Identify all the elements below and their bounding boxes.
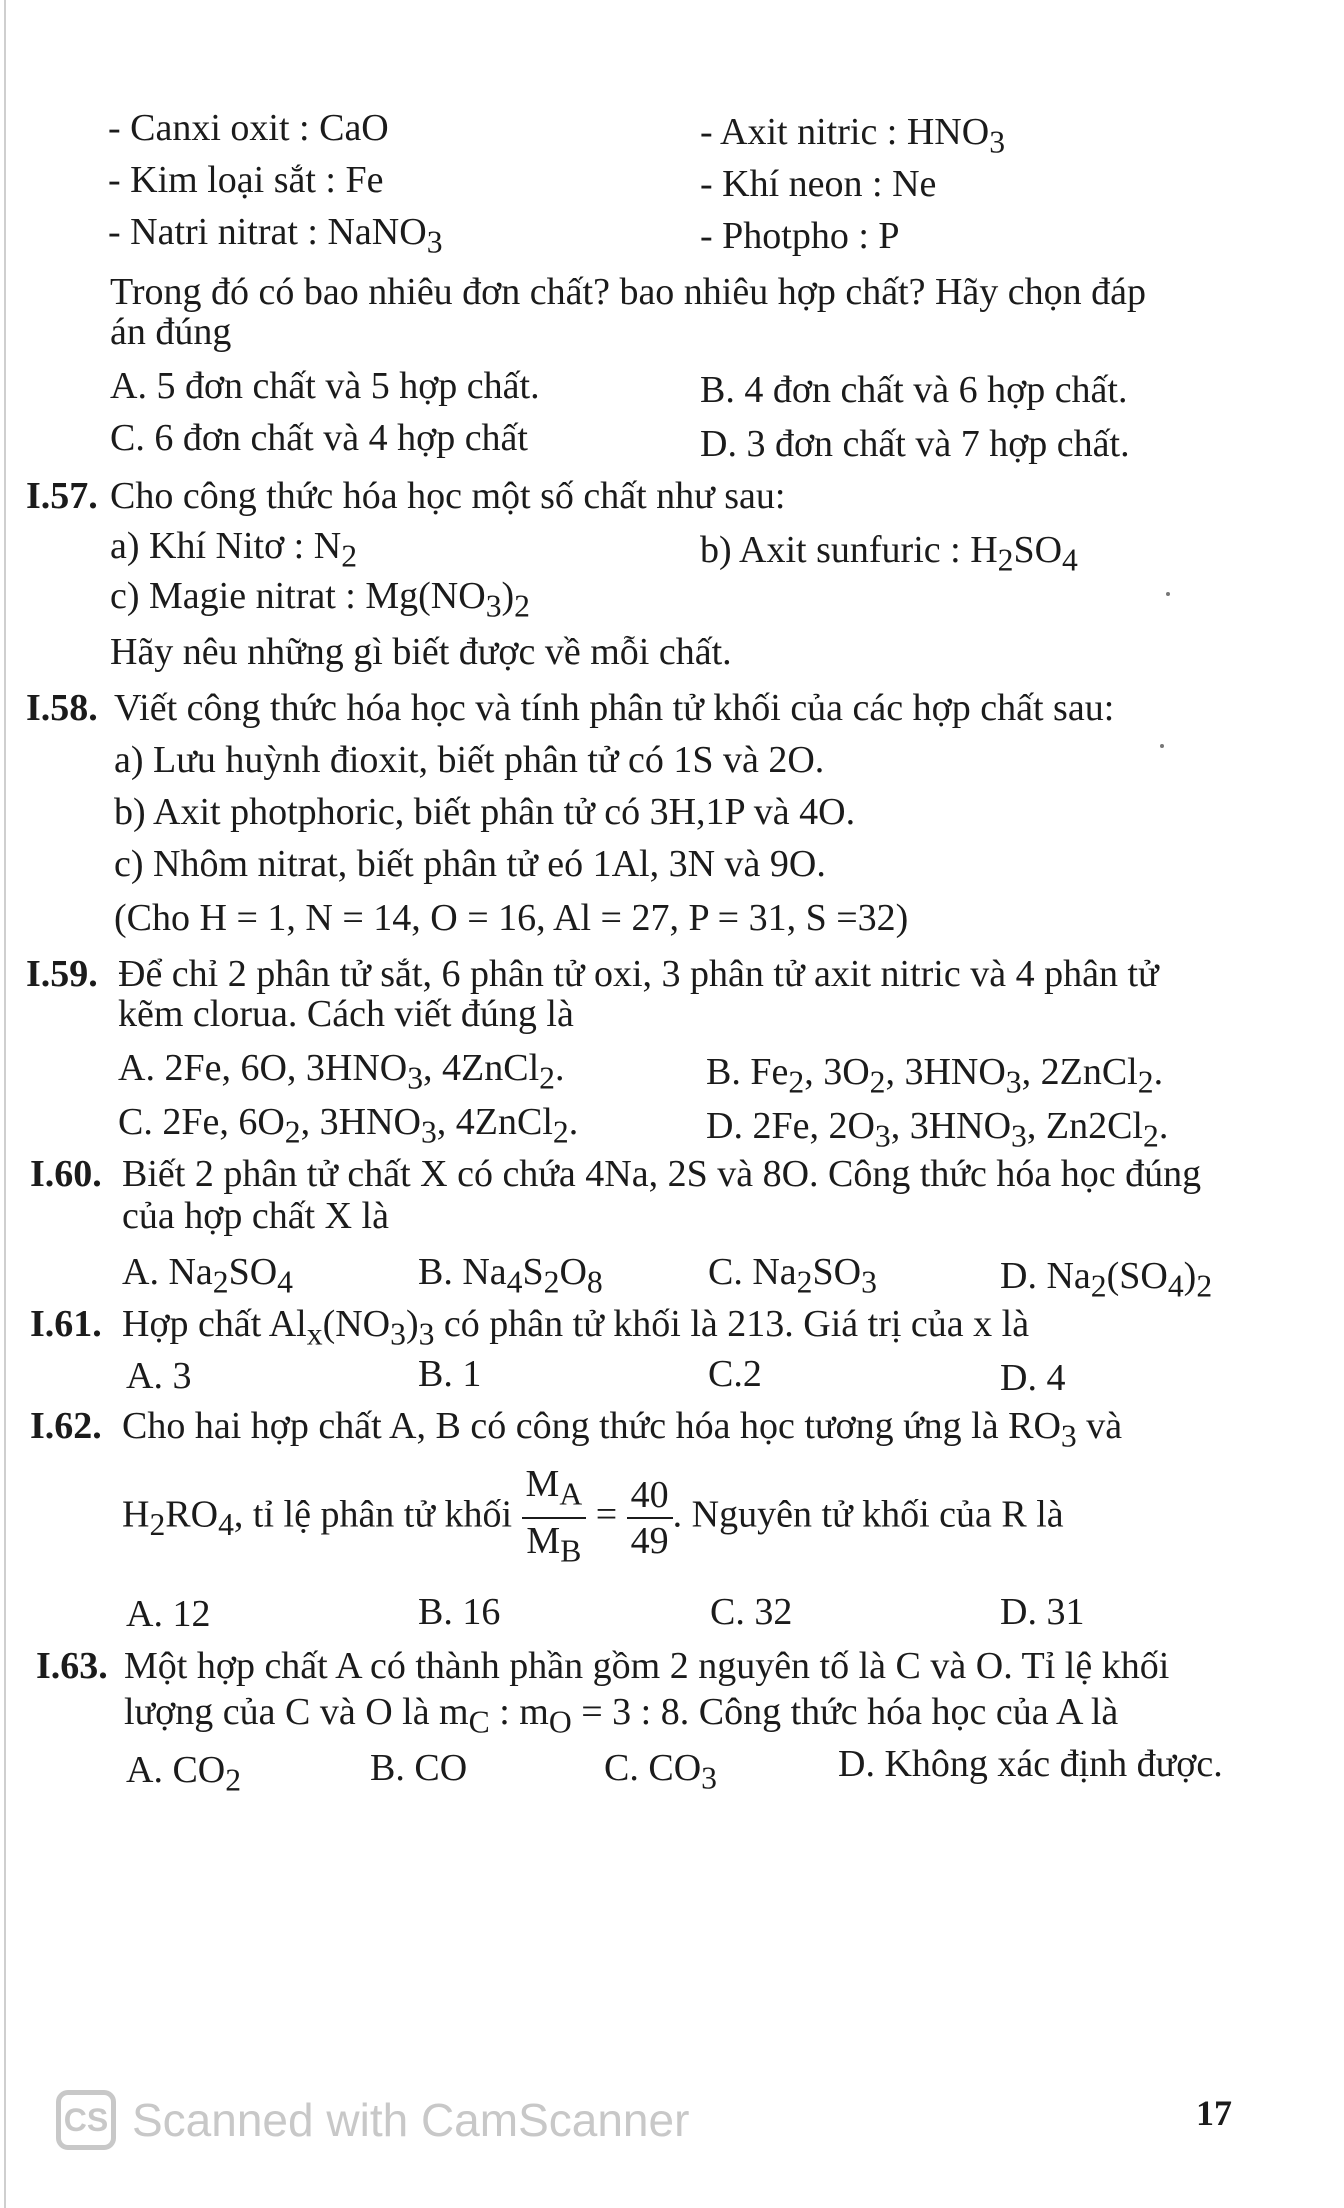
- q57-number: I.57.: [26, 475, 98, 517]
- intro-option-b: B. 4 đơn chất và 6 hợp chất.: [700, 369, 1128, 411]
- q59-stem-line-1: Để chỉ 2 phân tử sắt, 6 phân tử oxi, 3 phân tử axit nitric và 4 phân tử: [118, 953, 1159, 995]
- q58-item-a: a) Lưu huỳnh đioxit, biết phân tử có 1S và 2O.: [114, 739, 825, 781]
- q60-stem-line-1: Biết 2 phân tử chất X có chứa 4Na, 2S và 8O. Công thức hóa học đúng: [122, 1153, 1202, 1195]
- q62-option-a: A. 12: [126, 1593, 211, 1635]
- q59-option-d: D. 2Fe, $2O_3$, $3HNO_3$, $Zn2Cl_2$.: [706, 1105, 1169, 1154]
- q61-option-b: B. 1: [418, 1353, 482, 1395]
- camscanner-watermark: [56, 2082, 689, 2158]
- q57-item-c: c) Magie nitrat : $Mg(NO_3)_2$: [110, 575, 530, 624]
- intro-question-line-1: Trong đó có bao nhiêu đơn chất? bao nhiêu hợp chất? Hãy chọn đáp: [110, 271, 1147, 313]
- q59-option-b: B. $Fe_2$, $3O_2$, $3HNO_3$, 2ZnCl$_2$.: [706, 1051, 1164, 1100]
- q57-ask: Hãy nêu những gì biết được về mỗi chất.: [110, 631, 732, 673]
- q62-option-b: B. 16: [418, 1591, 501, 1633]
- q63-stem-line-1: Một hợp chất A có thành phần gồm 2 nguyên tố là C và O. Tỉ lệ khối: [124, 1645, 1170, 1687]
- ratio-fraction-right: $\frac{40}{49}$: [627, 1473, 673, 1563]
- q63-stem-line-2: lượng của C và O là $m_C$ : $m_O = 3$ : 8. Công thức hóa học của A là: [124, 1691, 1119, 1740]
- watermark-text: Scanned with CamScanner: [132, 2094, 690, 2146]
- q60-option-b: B. $Na_4S_2O_8$: [418, 1251, 603, 1300]
- q62-option-c: C. 32: [710, 1591, 793, 1633]
- intro-item-left-3: - Natri nitrat : NaNO$_3$: [108, 211, 443, 260]
- q59-stem-line-2: kẽm clorua. Cách viết đúng là: [118, 993, 574, 1035]
- q57-item-b: b) Axit sunfuric : $H_2SO_4$: [700, 529, 1078, 578]
- q63-number: I.63.: [36, 1645, 108, 1687]
- intro-option-d: D. 3 đơn chất và 7 hợp chất.: [700, 423, 1130, 465]
- q58-item-c: c) Nhôm nitrat, biết phân tử eó 1Al, 3N và 9O.: [114, 843, 826, 885]
- q63-option-b: B. CO: [370, 1747, 468, 1789]
- q61-stem: Hợp chất $Al_x(NO_3)_3$ có phân tử khối là 213. Giá trị của x là: [122, 1303, 1030, 1352]
- intro-item-right-3: - Photpho : P: [700, 215, 900, 257]
- scan-edge: [4, 0, 6, 2208]
- q59-option-a: A. 2Fe, 6O, $3HNO_3$, 4ZnCl$_2$.: [118, 1047, 565, 1096]
- ratio-fraction-left: $\frac{M_A}{M_B}$: [522, 1462, 587, 1573]
- q60-option-d: D. $Na_2(SO_4)_2$: [1000, 1255, 1213, 1304]
- q60-option-c: C. $Na_2SO_3$: [708, 1251, 877, 1300]
- q61-number: I.61.: [30, 1303, 102, 1345]
- q62-stem-line-2: $H_2RO_4$, tỉ lệ phân tử khối $\frac{M_A}{M_B}$ = $\frac{40}{49}$ . Nguyên tử khối của R là: [122, 1462, 1064, 1573]
- q60-number: I.60.: [30, 1153, 102, 1195]
- q57-item-a: a) Khí Nitơ : $N_2$: [110, 525, 358, 574]
- q61-option-c: C.2: [708, 1353, 762, 1395]
- intro-item-left-1: - Canxi oxit : CaO: [108, 107, 389, 149]
- scan-speck: [1166, 592, 1170, 596]
- q60-option-a: A. $Na_2SO_4$: [122, 1251, 293, 1300]
- q58-item-b: b) Axit photphoric, biết phân tử có 3H,1P và 4O.: [114, 791, 856, 833]
- q57-stem: Cho công thức hóa học một số chất như sau:: [110, 475, 786, 517]
- intro-option-c: C. 6 đơn chất và 4 hợp chất: [110, 417, 528, 459]
- q62-option-d: D. 31: [1000, 1591, 1085, 1633]
- intro-question-line-2: án đúng: [110, 311, 232, 353]
- intro-item-left-2: - Kim loại sắt : Fe: [108, 159, 384, 201]
- intro-option-a: A. 5 đơn chất và 5 hợp chất.: [110, 365, 540, 407]
- q59-number: I.59.: [26, 953, 98, 995]
- q58-number: I.58.: [26, 687, 98, 729]
- scan-speck: [1160, 744, 1164, 748]
- q61-option-d: D. 4: [1000, 1357, 1066, 1399]
- q62-number: I.62.: [30, 1405, 102, 1447]
- intro-item-right-1: - Axit nitric : $HNO_3$: [700, 111, 1006, 160]
- q63-option-c: C. $CO_3$: [604, 1747, 717, 1796]
- q58-given-values: (Cho H = 1, N = 14, O = 16, Al = 27, P = 31, S =32): [114, 897, 909, 939]
- camscanner-logo-icon: CS: [56, 2090, 116, 2150]
- q60-stem-line-2: của hợp chất X là: [122, 1195, 389, 1237]
- q63-option-a: A. $CO_2$: [126, 1749, 242, 1798]
- q61-option-a: A. 3: [126, 1355, 192, 1397]
- q58-stem: Viết công thức hóa học và tính phân tử khối của các hợp chất sau:: [114, 687, 1115, 729]
- intro-item-right-2: - Khí neon : Ne: [700, 163, 937, 205]
- q63-option-d: D. Không xác định được.: [838, 1743, 1223, 1785]
- page-number: 17: [1196, 2093, 1232, 2133]
- q62-stem-line-1: Cho hai hợp chất A, B có công thức hóa học tương ứng là $RO_3$ và: [122, 1405, 1123, 1454]
- q59-option-c: C. 2Fe, $6O_2$, $3HNO_3$, 4ZnCl$_2$.: [118, 1101, 579, 1150]
